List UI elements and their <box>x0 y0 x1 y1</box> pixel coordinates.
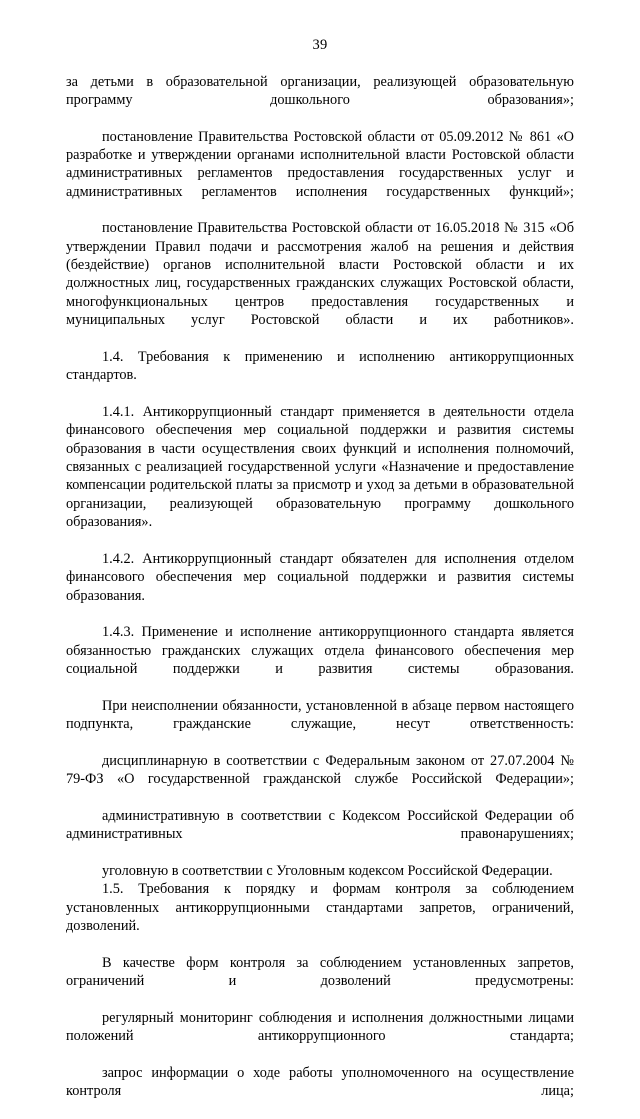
paragraph: 1.5. Требования к порядку и формам контроля за соблюдением установленных антикоррупционными стандартами запретов, ограничений, дозволений. <box>66 881 574 935</box>
paragraph: регулярный мониторинг соблюдения и исполнения должностными лицами положений антикоррупционного стандарта; <box>66 1009 574 1045</box>
paragraph: за детьми в образовательной организации, реализующей образовательную программу дошкольного образования»; <box>66 73 574 108</box>
paragraph: 1.4. Требования к применению и исполнению антикоррупционных стандартов. <box>66 348 574 384</box>
paragraph: 1.4.2. Антикоррупционный стандарт обязателен для исполнения отделом финансового обеспечения мер социальной поддержки и развития системы образования. <box>66 550 574 604</box>
paragraph: При неисполнении обязанности, установленной в абзаце первом настоящего подпункта, гражданские служащие, несут ответственность: <box>66 697 574 733</box>
document-body <box>66 73 574 1119</box>
paragraph: В качестве форм контроля за соблюдением установленных запретов, ограничений и дозволений предусмотрены: <box>66 954 574 990</box>
paragraph: 1.4.1. Антикоррупционный стандарт применяется в деятельности отдела финансового обеспечения мер социальной поддержки и развития системы образования в части осуществления своих функций и исполнения полномочий, связанных с реализацией государственной услуги «Назначение и предоставление компенсации родительской платы за присмотр и уход за детьми в образовательной организации, реализующей образовательную программу дошкольного образования». <box>66 403 574 531</box>
paragraph: административную в соответствии с Кодексом Российской Федерации об административных правонарушениях; <box>66 807 574 843</box>
paragraph: 1.4.3. Применение и исполнение антикоррупционного стандарта является обязанностью гражданских служащих отдела финансового обеспечения мер социальной поддержки и развития системы образования. <box>66 624 574 677</box>
paragraph: уголовную в соответствии с Уголовным кодексом Российской Федерации. <box>102 862 553 879</box>
page-number: 39 <box>312 37 328 53</box>
paragraph: запрос информации о ходе работы уполномоченного на осуществление контроля лица; <box>66 1064 574 1100</box>
paragraph: постановление Правительства Ростовской области от 16.05.2018 № 315 «Об утверждении Правил подачи и рассмотрения жалоб на решения и действия (бездействие) органов исполнительной власти Ростовской области и их должностных лиц, государственных гражданских служащих Ростовской области, многофункциональных центров предоставления государственных и муниципальных услуг Ростовской области и их работников». <box>66 220 574 329</box>
paragraph: постановление Правительства Ростовской области от 05.09.2012 № 861 «О разработке и утверждении органами исполнительной власти Ростовской области административных регламентов предоставления государственных услуг и административных регламентов исполнения государственных функций»; <box>66 128 574 200</box>
paragraph: дисциплинарную в соответствии с Федеральным законом от 27.07.2004 № 79-ФЗ «О государственной гражданской службе Российской Федерации»; <box>66 752 574 788</box>
